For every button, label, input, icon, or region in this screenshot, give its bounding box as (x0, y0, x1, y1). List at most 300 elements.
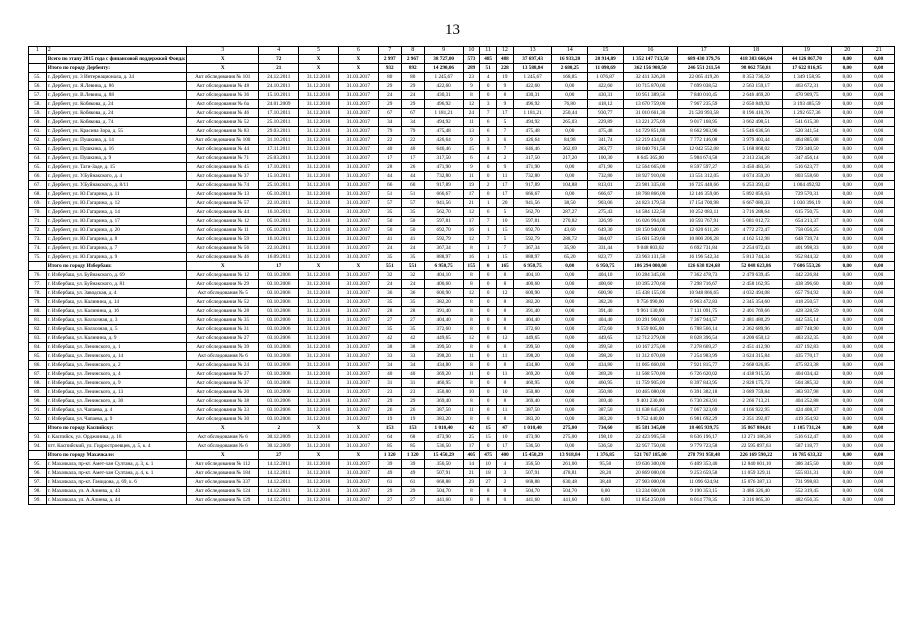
table-cell: 382,20 (424, 298, 463, 307)
table-cell: 10 (497, 388, 514, 397)
table-cell: 0,00 (832, 352, 863, 361)
table-cell: 30.12.2009 (259, 433, 299, 442)
table-cell: 8 353 736,59 (730, 73, 782, 82)
table-cell: 10 (497, 217, 514, 226)
table-cell: Всего по этапу 2015 года с финансовой поддержкой Фонда: (47, 56, 186, 62)
table-cell: 8 (497, 325, 514, 334)
table-cell: 16 026 994,00 (623, 217, 677, 226)
table-cell: 470 909,75 (782, 91, 831, 100)
table-cell: 18 (480, 469, 497, 478)
table-cell: 5 (497, 235, 514, 244)
table-cell: 536,50 (513, 442, 552, 451)
table-cell: 22 (401, 136, 424, 145)
table-cell: 0,00 (832, 154, 863, 163)
table-cell: 31.03.2017 (338, 406, 378, 415)
table-cell: 10 (480, 460, 497, 469)
table-cell: г. Махачкала, пр-кт. Гамидова, д. 69, к. 6 (46, 478, 186, 487)
table-cell: 44 (378, 172, 401, 181)
table-cell: X (299, 424, 339, 433)
table-cell: 10 252 083,11 (678, 208, 730, 217)
table-cell: 23 963 131,50 (623, 253, 677, 262)
table-cell: 494,92 (424, 118, 463, 127)
table-cell: 69. (29, 199, 47, 208)
table-cell: 42 (463, 424, 480, 433)
table-cell: 0,00 (863, 217, 895, 226)
table-cell: X (187, 262, 259, 271)
table-cell: 0,00 (552, 163, 588, 172)
table-cell: 2 646 469,20 (730, 91, 782, 100)
table-cell: Акт обследования № 52 (187, 118, 259, 127)
table-cell: 49 (401, 469, 424, 478)
table-cell: 17 622 816,95 (782, 64, 831, 73)
table-cell: 668,88 (424, 478, 463, 487)
table-cell: 14.12.2011 (259, 460, 299, 469)
table-cell: 0 (480, 298, 497, 307)
table-cell: 1 245,67 (513, 73, 552, 82)
table-cell (29, 262, 47, 271)
table-cell: 27 (480, 478, 497, 487)
table-cell: 31.12.2016 (299, 244, 339, 253)
table-cell: 0,00 (863, 235, 895, 244)
table-cell: 0,00 (552, 289, 588, 298)
table-cell: X (187, 451, 259, 460)
table-cell: 8 (463, 496, 480, 505)
table-cell: 5 168 868,02 (730, 145, 782, 154)
table-cell: 2 (497, 478, 514, 487)
table-cell: 7 921 815,77 (678, 361, 730, 370)
table-cell: 0 (480, 397, 497, 406)
table-cell: 31.12.2016 (299, 361, 339, 370)
table-cell: 6 (463, 154, 480, 163)
table-cell: 31.03.2017 (338, 226, 378, 235)
table-cell: 35 (401, 298, 424, 307)
table-cell: пгт. Каспийский, ул. Гидростроевцев, д. 5, к. 4 (46, 442, 186, 451)
table-cell: 38,50 (552, 199, 588, 208)
subtotal-row (29, 451, 895, 460)
table-cell: 356,50 (424, 460, 463, 469)
table-cell: 31.12.2016 (299, 307, 339, 316)
table-cell: 31.03.2017 (338, 370, 378, 379)
table-cell: 10 291 960,00 (623, 316, 677, 325)
table-cell: 24.12.2011 (259, 73, 299, 82)
table-cell: 0,00 (552, 262, 588, 271)
table-cell: 4 674 359,20 (730, 172, 782, 181)
table-cell: 11 098,69 (588, 64, 624, 73)
table-cell: 2 967 (401, 55, 424, 64)
table-row (29, 298, 895, 307)
table-cell: 31.03.2017 (338, 487, 378, 496)
table-cell: 424 408,37 (782, 406, 831, 415)
table-cell: Акт обследования № 83 (187, 127, 259, 136)
table-cell: 31.03.2017 (338, 397, 378, 406)
table-cell: 17 (497, 442, 514, 451)
table-cell: 422,60 (588, 82, 624, 91)
table-cell: 729 340,50 (782, 145, 831, 154)
table-cell: 3 716 288,64 (730, 208, 782, 217)
table-cell: г. Избербаш, ул. Колхозная, д. 5 (46, 325, 186, 334)
table-cell: 0,00 (832, 235, 863, 244)
table-cell: 8 (463, 91, 480, 100)
table-cell: 689 430 379,76 (678, 55, 730, 64)
table-cell: 369,20 (588, 370, 624, 379)
table-cell: г. Махачкала, ул. А.Алиева, д. 44 (46, 496, 186, 505)
table-cell: 31.03.2017 (338, 316, 378, 325)
table-cell: 2 563 159,17 (730, 82, 782, 91)
table-cell: 14 (463, 460, 480, 469)
table-cell: г. Дербент, ул. Ю.Гагарина, д. 17 (46, 217, 186, 226)
table-cell: 0 (480, 190, 497, 199)
table-cell: 399,50 (588, 343, 624, 352)
table-cell: 7 254 983,99 (678, 352, 730, 361)
table-cell: 0,00 (863, 334, 895, 343)
table-cell: 85 581 345,00 (623, 424, 677, 433)
table-cell: Акт обследования № 184 (187, 469, 259, 478)
table-cell: 34 (378, 361, 401, 370)
table-cell: 68. (29, 190, 47, 199)
table-cell: 27 (259, 451, 299, 460)
table-cell: 8 (497, 397, 514, 406)
table-cell: 31.03.2017 (338, 307, 378, 316)
table-cell: 0 (480, 280, 497, 289)
table-cell: 304,07 (588, 235, 624, 244)
table-cell: 10 951 389,56 (623, 91, 677, 100)
table-cell: 66 (378, 181, 401, 190)
table-cell: 0,00 (863, 55, 895, 64)
table-row (29, 406, 895, 415)
table-row (29, 469, 895, 478)
table-cell: 44 126 867,70 (782, 55, 831, 64)
table-cell: 8 (497, 361, 514, 370)
table-cell: 31.03.2017 (338, 82, 378, 91)
table-cell: 99. (29, 496, 47, 505)
table-cell: Акт обследования № 36 (187, 91, 259, 100)
table-cell: 19 636 300,00 (623, 460, 677, 469)
table-cell: 14.12.2011 (259, 496, 299, 505)
table-cell: 649,30 (588, 226, 624, 235)
table-cell: 0,00 (832, 91, 863, 100)
table-cell: 5 081 012,72 (730, 217, 782, 226)
table-cell: 24 (463, 109, 480, 118)
table-cell: 646,46 (424, 145, 463, 154)
table-cell: Акт обследования № 48 (187, 82, 259, 91)
table-cell: 562,70 (424, 208, 463, 217)
table-cell: 0,00 (832, 163, 863, 172)
table-cell: 4 (497, 460, 514, 469)
table-cell: 0 (480, 163, 497, 172)
table-cell: 57. (29, 91, 47, 100)
table-cell: 03.10.2006 (259, 325, 299, 334)
table-cell: 8 (463, 244, 480, 253)
table-cell: 17.11.2011 (259, 145, 299, 154)
table-cell: 31.12.2016 (299, 73, 339, 82)
table-cell: 31.12.2016 (299, 469, 339, 478)
table-cell: 0,00 (863, 271, 895, 280)
table-cell: 350,80 (588, 388, 624, 397)
table-cell: г. Избербаш, ул. Буйнакского, д. 69 (46, 271, 186, 280)
table-cell: 19 (463, 181, 480, 190)
table-cell: 22.10.2011 (259, 199, 299, 208)
table-cell: 51 (401, 190, 424, 199)
table-cell: 03.10.2006 (259, 280, 299, 289)
table-cell: 18 405 939,75 (678, 424, 730, 433)
table-cell: 941,56 (513, 199, 552, 208)
table-cell: 79. (29, 298, 47, 307)
table-cell: 0,00 (863, 226, 895, 235)
table-cell: 0,00 (863, 154, 895, 163)
table-cell: 03.10.2006 (259, 415, 299, 424)
table-cell: X (338, 262, 378, 271)
table-cell: 60 (401, 181, 424, 190)
table-cell: 31.03.2017 (338, 334, 378, 343)
table-cell: 10 (463, 47, 480, 55)
table-cell: 12 (497, 47, 514, 55)
table-cell (29, 64, 47, 73)
table-cell: 418 250,57 (782, 298, 831, 307)
table-cell: 61 (401, 478, 424, 487)
table-cell: 0,00 (552, 361, 588, 370)
table-row (29, 226, 895, 235)
table-row (29, 478, 895, 487)
table-cell: 50 (378, 226, 401, 235)
table-cell: 288,72 (552, 235, 588, 244)
table-cell: 39 (378, 460, 401, 469)
table-cell: 732,80 (424, 172, 463, 181)
table-cell: 391,40 (588, 307, 624, 316)
table-cell: 460,95 (513, 379, 552, 388)
table-cell: 383,20 (588, 415, 624, 424)
table-cell: 229,89 (588, 118, 624, 127)
table-cell: 0,00 (863, 118, 895, 127)
table-row (29, 433, 895, 442)
table-cell: 31.03.2017 (338, 172, 378, 181)
table-cell: 35 (378, 253, 401, 262)
table-cell: 2 266 713,21 (730, 397, 782, 406)
table-cell: 6 950,75 (513, 262, 552, 271)
table-cell: 12 (497, 289, 514, 298)
table-cell: г. Дербент, ул. У.Буйнакского, д. 8/11 (46, 181, 186, 190)
table-cell: 437 192,83 (782, 343, 831, 352)
table-cell: Итого по городу Каспийску: (46, 424, 186, 433)
table-cell: Акт обследования № 124 (187, 487, 259, 496)
table-cell: 287,27 (552, 208, 588, 217)
table-cell: 35 867 884,01 (730, 424, 782, 433)
table-cell: 0,00 (832, 361, 863, 370)
table-cell: 2 479 639,45 (730, 271, 782, 280)
table-cell: 9 559 005,00 (623, 325, 677, 334)
table-cell: г. Дербент, ул. Ю.Гагарина, д. 12 (46, 199, 186, 208)
table-cell: 475,48 (513, 127, 552, 136)
table-cell: 0,00 (863, 343, 895, 352)
table-cell: 7 (480, 217, 497, 226)
table-cell: 5 (299, 47, 339, 55)
table-cell: X (338, 55, 378, 64)
table-cell: 0,00 (863, 415, 895, 424)
table-row (29, 388, 895, 397)
table-cell: 0,00 (863, 487, 895, 496)
table-cell: 11 312 070,00 (623, 352, 677, 361)
table-cell: 36 (378, 289, 401, 298)
table-cell: 155 (463, 262, 480, 271)
table-cell: 34 (401, 361, 424, 370)
table-cell: 72. (29, 226, 47, 235)
table-cell: 8 597 597,27 (678, 163, 730, 172)
table-cell: 888,97 (424, 253, 463, 262)
table-cell: 17 154 700,98 (678, 199, 730, 208)
table-cell: г. Избербаш, ул. Буйнакского, д. 81 (46, 280, 186, 289)
table-cell: 15 601 539,60 (623, 235, 677, 244)
table-cell: 504 385,32 (782, 379, 831, 388)
table-cell: 8 (463, 316, 480, 325)
table-cell: 10 395 270,60 (623, 280, 677, 289)
page-number: 13 (445, 22, 460, 38)
table-cell: 12 840 601,10 (730, 460, 782, 469)
table-cell: 418 383 666,04 (730, 55, 782, 64)
table-cell: 404,10 (513, 271, 552, 280)
table-cell: г. Избербаш, ул. Ленинского, д. 30 (46, 397, 186, 406)
table-row (29, 136, 895, 145)
table-cell: 372,60 (588, 325, 624, 334)
table-cell: г. Дербент, ул. Ю.Гагарина, д. 14 (46, 208, 186, 217)
table-cell: Итого по городу Махачкале: (46, 451, 186, 460)
table-cell: 0,00 (832, 379, 863, 388)
table-cell: 0,00 (863, 73, 895, 82)
table-cell: 5 546 636,56 (730, 127, 782, 136)
table-cell: 0,00 (832, 370, 863, 379)
table-cell: 05.10.2011 (259, 226, 299, 235)
table-cell: 507,91 (513, 469, 552, 478)
table-cell: 11 (463, 172, 480, 181)
table-cell: 8 (401, 47, 424, 55)
table-cell: 0,00 (552, 352, 588, 361)
table-cell: 89. (29, 388, 47, 397)
table-cell: 31.12.2016 (299, 226, 339, 235)
table-cell: 20 914,09 (588, 55, 624, 64)
table-cell: 0,00 (863, 145, 895, 154)
table-cell: 6 963 472,83 (678, 298, 730, 307)
table-cell: 03.10.2006 (259, 343, 299, 352)
table-cell: 12 042 552,08 (678, 145, 730, 154)
table-cell: 903,06 (588, 199, 624, 208)
table-cell: 261,00 (552, 460, 588, 469)
table-cell: 8 (497, 280, 514, 289)
table-cell: 668,88 (513, 478, 552, 487)
table-cell: 1 (480, 244, 497, 253)
table-cell: 400,60 (424, 280, 463, 289)
table-cell: 24 (401, 91, 424, 100)
table-cell: 347 456,14 (782, 154, 831, 163)
table-row (29, 190, 895, 199)
table-cell: 40 (401, 145, 424, 154)
table-cell: 401 998,33 (782, 244, 831, 253)
table-cell: 9 (463, 136, 480, 145)
table-cell: 0,00 (863, 298, 895, 307)
table-cell: 398,20 (588, 352, 624, 361)
table-cell: Акт обследования № 46 (187, 109, 259, 118)
table-cell: 6 788 566,14 (678, 325, 730, 334)
table-cell: г. Дербент, ул. Ю.Гагарина, д. 7 (46, 244, 186, 253)
table-cell: 0,00 (863, 316, 895, 325)
table-cell: 31.03.2017 (338, 235, 378, 244)
table-cell: 0,00 (863, 289, 895, 298)
table-cell: 0 (480, 406, 497, 415)
table-cell: г. Дербент, ул. 3 Интернационала, д. 34 (46, 73, 186, 82)
table-cell: г. Махачкала, пр-кт. Амет-хан Султана, д. 3, к. 1 (46, 460, 186, 469)
table-cell: 391,40 (424, 307, 463, 316)
table-cell: 29 (378, 82, 401, 91)
table-cell: 31.03.2017 (338, 190, 378, 199)
table-cell: 84,98 (552, 136, 588, 145)
table-cell: 0,00 (863, 208, 895, 217)
table-cell: 3 979 403,44 (730, 136, 782, 145)
table-cell: 11 096 624,94 (678, 478, 730, 487)
table-cell: 0,00 (832, 100, 863, 109)
table-cell: 31.12.2016 (299, 442, 339, 451)
table-row (29, 91, 895, 100)
table-cell: 0,00 (863, 280, 895, 289)
table-cell: 11 (463, 352, 480, 361)
table-cell: 6 692 731,84 (678, 244, 730, 253)
table-cell: 600,90 (588, 289, 624, 298)
table-cell: 65,20 (552, 253, 588, 262)
table-cell: 31.12.2016 (299, 190, 339, 199)
table-cell: 51 (378, 190, 401, 199)
table-cell: 0,00 (832, 415, 863, 424)
table-cell: 8 662 903,90 (678, 127, 730, 136)
table-cell: 168,85 (552, 73, 588, 82)
table-cell: 92. (29, 415, 47, 424)
table-cell: 8 (497, 316, 514, 325)
table-cell: 0,00 (832, 244, 863, 253)
table-row (29, 271, 895, 280)
table-cell: 12 219 434,60 (623, 136, 677, 145)
table-cell: 283,77 (588, 145, 624, 154)
table-cell: 654 213,37 (782, 217, 831, 226)
table-cell: 4 772 272,47 (730, 226, 782, 235)
table-row (29, 235, 895, 244)
table-cell: 407 748,90 (782, 325, 831, 334)
table-cell: 382,20 (588, 298, 624, 307)
table-cell: 0,00 (863, 325, 895, 334)
table-cell: 17 (497, 181, 514, 190)
table-cell: 758 056,25 (782, 226, 831, 235)
table-cell: 475 823,38 (782, 361, 831, 370)
table-cell: 8 (463, 487, 480, 496)
table-cell: 29 (378, 100, 401, 109)
table-cell: 25.10.2011 (259, 118, 299, 127)
table-cell: 34 (401, 118, 424, 127)
table-cell: 10 284 345,00 (623, 271, 677, 280)
table-cell: 29.03.2011 (259, 127, 299, 136)
table-cell: 438 396,60 (782, 280, 831, 289)
table-cell: 0 (480, 91, 497, 100)
table-cell: 0,00 (863, 460, 895, 469)
table-cell: 592,79 (513, 235, 552, 244)
capital-repair-table (28, 46, 895, 505)
table-cell: 11 059 329,11 (730, 469, 782, 478)
table-cell: 31.12.2016 (299, 199, 339, 208)
table-cell: 666,67 (588, 190, 624, 199)
table-cell: 16 (463, 253, 480, 262)
table-cell: 33 (401, 352, 424, 361)
table-cell: 0,00 (832, 136, 863, 145)
table-cell: 03.10.2006 (259, 406, 299, 415)
table-cell: 20 (832, 47, 863, 55)
table-cell (29, 451, 47, 460)
table-cell: 03.10.2006 (259, 289, 299, 298)
table-cell: 270,82 (552, 217, 588, 226)
table-cell: 1 (29, 47, 47, 55)
table-cell: 60. (29, 118, 47, 127)
